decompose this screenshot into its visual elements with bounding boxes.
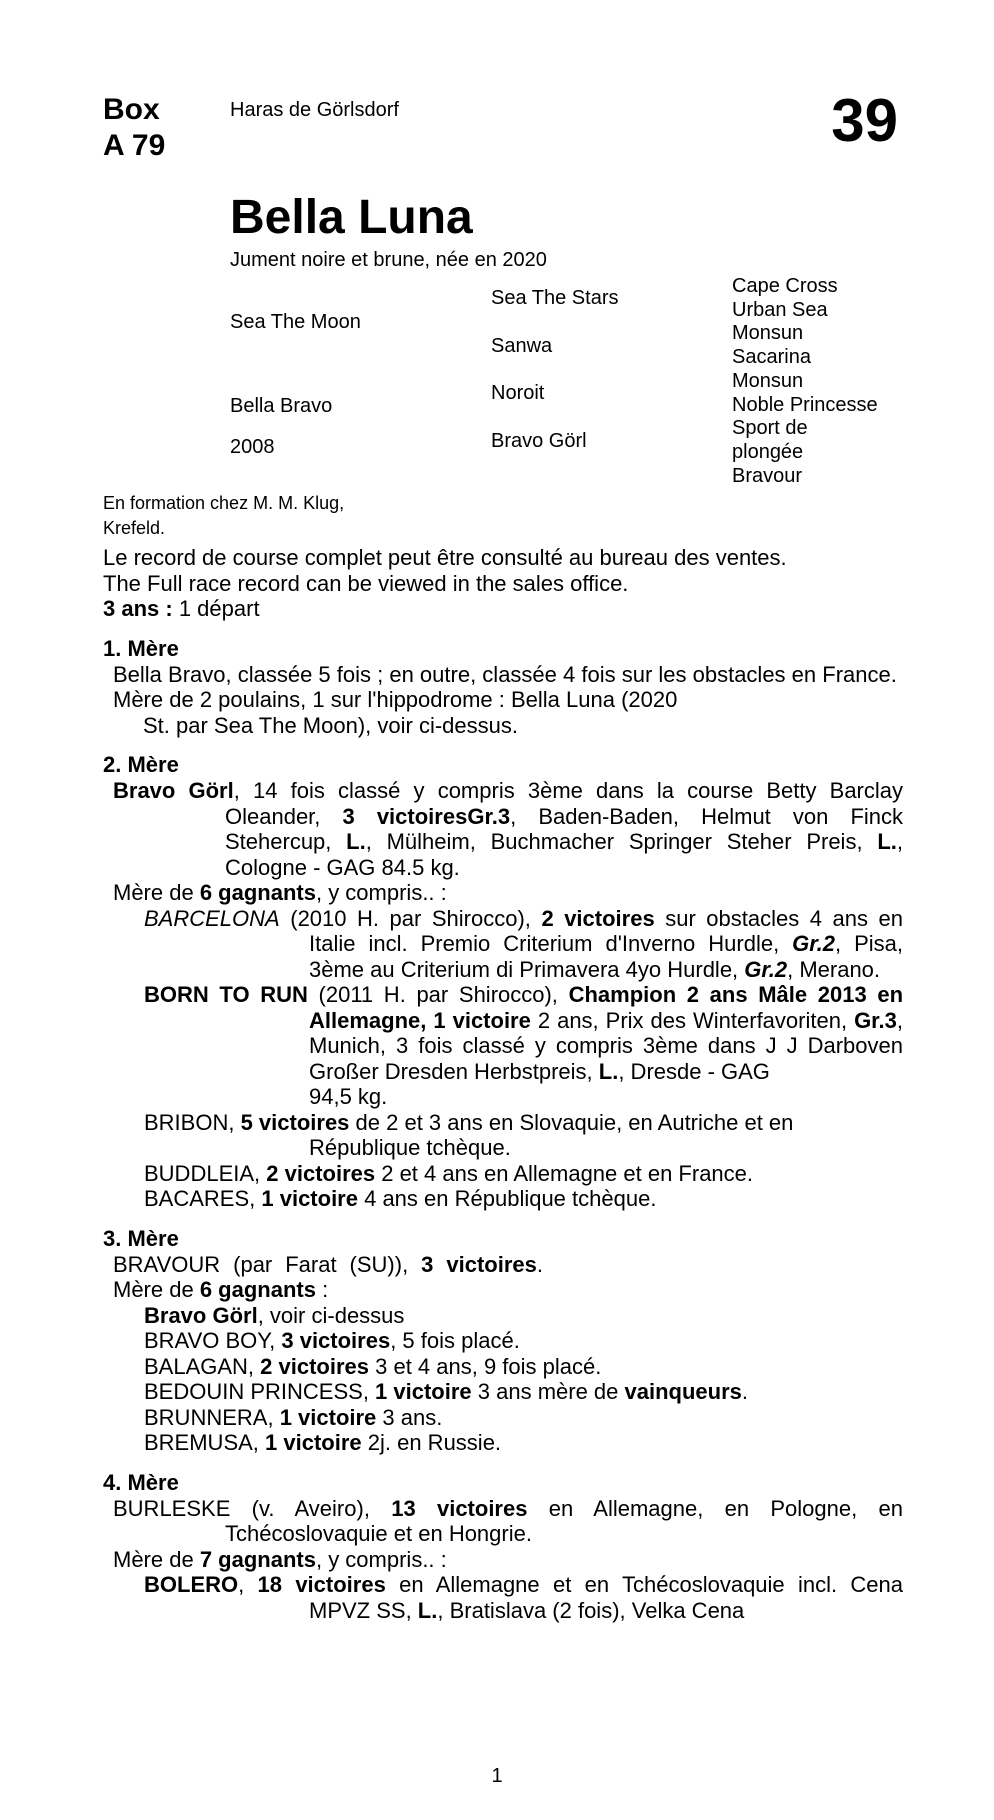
pedigree-dam: Bella Bravo	[230, 395, 333, 417]
produce-name: Bravo Görl	[144, 1302, 258, 1328]
produce-name: BORN TO RUN	[144, 982, 308, 1007]
produce-name: BEDOUIN PRINCESS,	[144, 1379, 376, 1404]
produce-entry: BARCELONA (2010 H. par Shirocco), 2 victoires sur obstacles 4 ans en Italie incl. Premio Criterium d'Inverno Hurdle, Gr.2, Pisa, 3ème au Criterium di Primavera 4yo Hurdle, Gr.2, Merano.	[144, 905, 903, 982]
produce-name: BRUNNERA,	[144, 1404, 280, 1430]
wins-count: 13 victoires	[391, 1495, 528, 1521]
breeder-name: Haras de Görlsdorf	[230, 99, 399, 121]
produce-name: BUDDLEIA,	[144, 1160, 267, 1186]
dam-produce-summary: Mère de 7 gagnants, y compris.. :	[113, 1546, 447, 1572]
produce-entry: Bravo Görl, voir ci-dessus	[144, 1302, 405, 1328]
pedigree-dam-dam: Bravo Görl	[491, 430, 587, 452]
section-first-dam	[103, 636, 903, 739]
pedigree-sire: Sea The Moon	[230, 311, 361, 333]
produce-entry: BREMUSA, 1 victoire 2j. en Russie.	[144, 1430, 502, 1455]
record-age-label: 3 ans :	[103, 596, 173, 621]
produce-entry: BUDDLEIA, 2 victoires 2 et 4 ans en Allemagne et en France.	[144, 1160, 754, 1186]
wins-count: 18 victoires	[257, 1572, 386, 1597]
produce-entry: BOLERO, 18 victoires en Allemagne et en Tchécoslovaquie incl. Cena MPVZ SS, L., Bratislava (2 fois), Velka Cena	[144, 1572, 903, 1623]
pedigree-ggp-5: Monsun	[732, 369, 804, 392]
produce-name: BRAVO BOY,	[144, 1328, 282, 1353]
section-title: 4. Mère	[103, 1469, 179, 1495]
wins-count: 2 victoires	[260, 1353, 369, 1379]
catalogue-body	[103, 545, 903, 1623]
wins-count: 1 victoire	[375, 1379, 472, 1404]
pedigree-ggp-9: Bravour	[732, 464, 803, 487]
champion-title: Champion 2 ans Mâle 2013 en Allemagne, 1 victoire	[309, 982, 904, 1033]
produce-entry: BRUNNERA, 1 victoire 3 ans.	[144, 1404, 443, 1430]
produce-entry: BORN TO RUN (2011 H. par Shirocco), Champion 2 ans Mâle 2013 en Allemagne, 1 victoire 2 ans, Prix des Winterfavoriten, Gr.3, Munich, 3 fois classé y compris 3ème dans J J Darboven Großer Dresden Herbstpreis, L., Dresde - GAG 94,5 kg.	[144, 982, 904, 1109]
pedigree-ggp-1: Cape Cross	[732, 275, 838, 297]
grade-label: Gr.2	[792, 931, 835, 956]
grade-label: Gr.3	[854, 1007, 897, 1033]
section-title: 2. Mère	[103, 752, 179, 777]
pedigree-sire-dam: Sanwa	[491, 335, 553, 357]
winners-count: 6 gagnants	[199, 880, 316, 905]
produce-name: BRIBON,	[144, 1109, 241, 1135]
produce-name: BOLERO	[144, 1572, 239, 1597]
pedigree-great-grandparents	[732, 275, 878, 488]
grade-label: Gr.3	[467, 803, 511, 829]
wins-count: 3 victoires	[281, 1328, 391, 1353]
dam-performance: BURLESKE (v. Aveiro), 13 victoires en Allemagne, en Pologne, en Tchécoslovaquie et en Hongrie.	[113, 1495, 903, 1546]
box-label	[103, 92, 165, 164]
wins-count: 2 victoires	[541, 905, 655, 931]
wins-count: 2 victoires	[266, 1160, 376, 1186]
record-starts: 1 départ	[178, 596, 260, 621]
pedigree-ggp-7: Sport de	[732, 417, 808, 440]
dam-performance: BRAVOUR (par Farat (SU)), 3 victoires. Mère de 6 gagnants :	[113, 1251, 543, 1302]
produce-name: BACARES,	[144, 1186, 262, 1211]
record-note-en: The Full race record can be viewed in the sales office.	[103, 570, 629, 596]
wins-count: 3 victoires	[342, 803, 468, 829]
pedigree-ggp-2: Urban Sea	[732, 298, 828, 321]
section-second-dam	[103, 752, 903, 1212]
listed-label: L.	[417, 1597, 438, 1623]
training-info	[103, 491, 344, 541]
horse-name: Bella Luna	[230, 191, 473, 244]
produce-name: BREMUSA,	[144, 1430, 266, 1455]
text-fragment: , 14 fois classé y compris 3ème dans la course Betty Barclay Oleander,	[225, 778, 904, 829]
produce-name: BARCELONA	[144, 905, 280, 931]
training-line1: En formation chez M. M. Klug,	[103, 493, 345, 513]
section-third-dam	[103, 1226, 903, 1456]
produce-entry: BEDOUIN PRINCESS, 1 victoire 3 ans mère de vainqueurs.	[144, 1379, 749, 1404]
wins-count: 3 victoires	[421, 1251, 537, 1277]
pedigree-ggp-8: plongée	[732, 440, 804, 463]
dam-name: Bravo Görl	[113, 778, 234, 803]
listed-label: L.	[598, 1058, 619, 1084]
text-fragment: , Mülheim, Buchmacher Springer Steher Preis,	[365, 829, 878, 854]
produce-entry: BACARES, 1 victoire 4 ans en République tchèque.	[144, 1186, 657, 1211]
record-note-fr: Le record de course complet peut être consulté au bureau des ventes.	[103, 545, 787, 570]
dam-performance	[103, 778, 903, 880]
box-label-line2: A 79	[103, 129, 166, 162]
pedigree-sire-sire: Sea The Stars	[491, 287, 619, 309]
produce-name: BALAGAN,	[144, 1353, 261, 1379]
lot-number: 39	[831, 87, 898, 154]
grade-label: Gr.2	[744, 956, 788, 982]
section-title: 1. Mère	[103, 635, 179, 661]
dam-produce: Mère de 2 poulains, 1 sur l'hippodrome : Bella Luna (2020 St. par Sea The Moon), voir ci-dessus.	[113, 687, 678, 738]
training-line2: Krefeld.	[103, 518, 166, 538]
text-fragment: , Baden-Baden, Helmut von Finck Stehercup,	[225, 803, 904, 854]
dam-produce-summary: Mère de 6 gagnants, y compris.. :	[113, 880, 447, 905]
wins-count: 5 victoires	[240, 1109, 350, 1135]
produce-entry: BRAVO BOY, 3 victoires, 5 fois placé.	[144, 1328, 520, 1353]
produce-entry: BRIBON, 5 victoires de 2 et 3 ans en Slovaquie, en Autriche et en République tchèque.	[144, 1109, 794, 1160]
section-fourth-dam	[103, 1470, 903, 1624]
wins-count: 1 victoire	[279, 1404, 377, 1430]
page-number: 1	[491, 1765, 503, 1787]
dam-performance: Bella Bravo, classée 5 fois ; en outre, classée 4 fois sur les obstacles en France.	[113, 661, 897, 687]
listed-label: L.	[877, 829, 897, 854]
pedigree-ggp-6: Noble Princesse	[732, 393, 878, 416]
wins-count: 1 victoire	[261, 1186, 358, 1211]
winners-count: 7 gagnants	[199, 1546, 316, 1572]
pedigree-ggp-3: Monsun	[732, 322, 804, 345]
race-record	[103, 596, 903, 622]
produce-entry: BALAGAN, 2 victoires 3 et 4 ans, 9 fois placé.	[144, 1353, 602, 1379]
listed-label: L.	[346, 829, 366, 854]
horse-description: Jument noire et brune, née en 2020	[230, 249, 547, 271]
text-fragment: , Cologne - GAG 84.5 kg.	[225, 829, 903, 880]
wins-count: 1 victoire	[265, 1430, 362, 1455]
section-title: 3. Mère	[103, 1225, 179, 1251]
winners-count: 6 gagnants	[199, 1277, 316, 1302]
pedigree-dam-year: 2008	[230, 436, 275, 458]
pedigree-ggp-4: Sacarina	[732, 346, 811, 369]
box-label-line1: Box	[103, 93, 160, 126]
pedigree-dam-sire: Noroit	[491, 382, 545, 404]
